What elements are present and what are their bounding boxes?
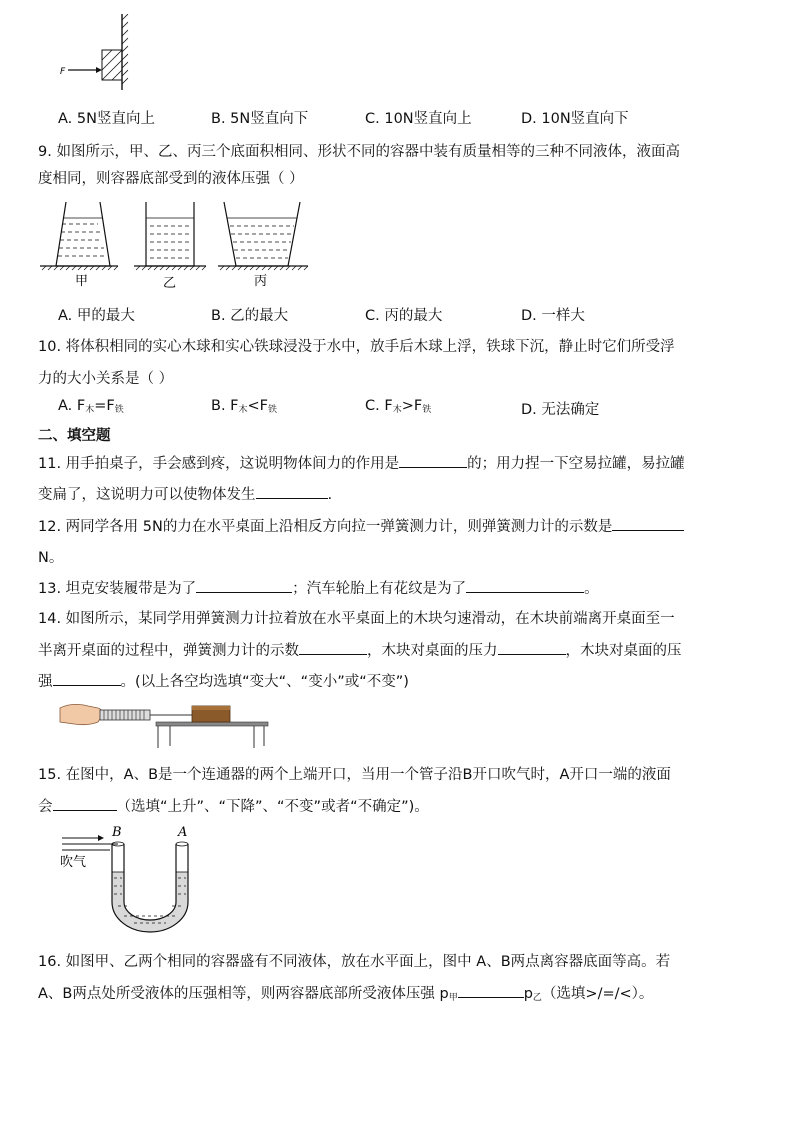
- spring-scale-icon: [100, 710, 192, 720]
- q9-option-b[interactable]: B. 乙的最大: [211, 308, 289, 324]
- q14-blank-1[interactable]: [299, 640, 367, 655]
- q9-figure: [38, 196, 310, 292]
- q12-line1: 12. 两同学各用 5N的力在水平桌面上沿相反方向拉一弹簧测力计，则弹簧测力计的示数是: [38, 515, 684, 536]
- q8-option-b[interactable]: B. 5N竖直向下: [211, 111, 309, 127]
- label-jia: 甲: [75, 274, 89, 289]
- q10-option-a[interactable]: A. $F_木=F_铁$: [58, 398, 124, 415]
- label-bing: 丙: [254, 274, 268, 289]
- q9-option-d[interactable]: D. 一样大: [521, 308, 585, 324]
- q16-blank[interactable]: [458, 983, 524, 998]
- label-b: B: [112, 825, 122, 840]
- q14-line1: 14. 如图所示，某同学用弹簧测力计拉着放在水平桌面上的木块匀速滑动，在木块前端离开桌面至一: [38, 611, 675, 627]
- q12-blank[interactable]: [612, 516, 684, 531]
- q12-line2: N。: [38, 550, 64, 566]
- section-title-fill-in: 二、填空题: [38, 428, 111, 444]
- q10-option-d[interactable]: D. 无法确定: [521, 402, 600, 418]
- q9-option-c[interactable]: C. 丙的最大: [365, 308, 443, 324]
- q8-option-a[interactable]: A. 5N竖直向上: [58, 111, 155, 127]
- q13-blank-2[interactable]: [466, 578, 584, 593]
- q15-blank[interactable]: [53, 796, 117, 811]
- label-blow: 吹气: [60, 855, 87, 870]
- q10-option-c[interactable]: C. $F_木>F_铁$: [365, 398, 432, 415]
- q14-blank-3[interactable]: [53, 671, 121, 686]
- q8-option-d[interactable]: D. 10N竖直向下: [521, 111, 629, 127]
- label-yi: 乙: [163, 276, 177, 291]
- q14-line2: 半离开桌面的过程中，弹簧测力计的示数 ，木块对桌面的压力 ，木块对桌面的压: [38, 639, 682, 660]
- q16-line1: 16. 如图甲、乙两个相同的容器盛有不同液体，放在水平面上，图中 A、B两点离容器底面等高。若: [38, 954, 671, 970]
- container-yi: [146, 202, 194, 266]
- q9-option-a[interactable]: A. 甲的最大: [58, 308, 135, 324]
- q14-line3: 强 。(以上各空均选填“变大“、“变小”或“不变”): [38, 670, 409, 691]
- q13-blank-1[interactable]: [196, 578, 292, 593]
- q16-line2: A、B两点处所受液体的压强相等，则两容器底部所受液体压强 $p_甲$ $p_乙$（选填>/=/<）。: [38, 982, 653, 1003]
- q10-stem-line2: 力的大小关系是（ ）: [38, 371, 174, 387]
- q8-force-label: F: [60, 67, 66, 77]
- hand-icon: [60, 704, 103, 724]
- q11-blank-1[interactable]: [399, 453, 467, 468]
- q11-line1: 11. 用手拍桌子，手会感到疼，这说明物体间力的作用是 的；用力捏一下空易拉罐，易拉罐: [38, 452, 685, 473]
- table-icon: [156, 722, 268, 748]
- q10-stem-line1: 10. 将体积相同的实心木球和实心铁球浸没于水中，放手后木球上浮，铁球下沉，静止时它们所受浮: [38, 339, 675, 355]
- label-a: A: [178, 825, 188, 840]
- q9-stem-line1: 9. 如图所示，甲、乙、丙三个底面积相同、形状不同的容器中装有质量相等的三种不同液体，液面高: [38, 144, 680, 160]
- q14-blank-2[interactable]: [498, 640, 566, 655]
- q15-figure: [58, 822, 208, 934]
- q14-figure: [58, 700, 270, 750]
- q8-option-c[interactable]: C. 10N竖直向上: [365, 111, 472, 127]
- q11-blank-2[interactable]: [256, 484, 328, 499]
- container-jia: [56, 202, 110, 266]
- q11-line2: 变扁了，这说明力可以使物体发生 .: [38, 483, 332, 504]
- q10-option-b[interactable]: B. $F_木<F_铁$: [211, 398, 278, 415]
- q8-figure: [58, 14, 140, 90]
- q15-line1: 15. 在图中，A、B是一个连通器的两个上端开口，当用一个管子沿B开口吹气时，A开口一端的液面: [38, 767, 671, 783]
- q13-line: 13. 坦克安装履带是为了 ；汽车轮胎上有花纹是为了 。: [38, 577, 599, 598]
- container-bing: [224, 202, 300, 266]
- q15-line2: 会 （选填“上升”、“下降”、“不变”或者“不确定”)。: [38, 795, 429, 816]
- wood-block-icon: [192, 706, 230, 722]
- q9-stem-line2: 度相同，则容器底部受到的液体压强（ ）: [38, 171, 304, 187]
